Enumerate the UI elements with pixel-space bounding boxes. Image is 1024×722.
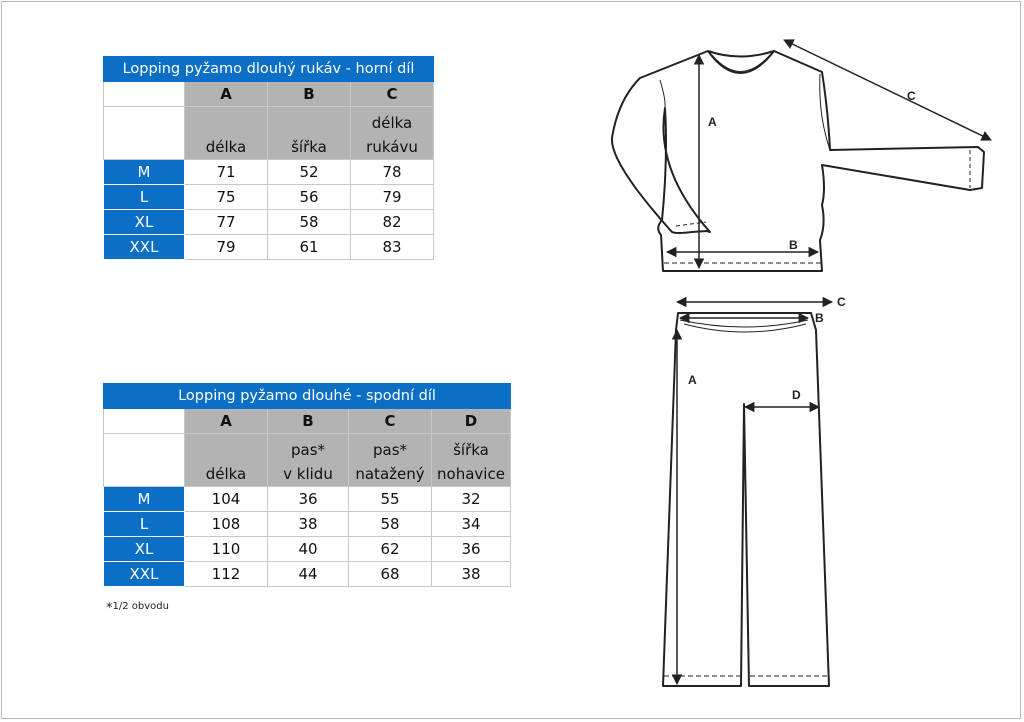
table-cell: 75 <box>185 185 268 210</box>
dimension-c-label: C <box>907 89 916 103</box>
size-label: L <box>104 185 185 210</box>
header-line: pas* <box>372 441 408 459</box>
header-line: délka <box>371 114 413 132</box>
column-letter: A <box>185 409 268 434</box>
header-line: rukávu <box>366 138 418 156</box>
size-label: XL <box>104 210 185 235</box>
column-letter: C <box>349 409 432 434</box>
pants-waistband-gather <box>684 324 806 332</box>
table-cell: 112 <box>185 562 268 587</box>
table-cell: 58 <box>349 512 432 537</box>
table-cell: 44 <box>268 562 349 587</box>
table-cell: 77 <box>185 210 268 235</box>
table-cell: 83 <box>351 235 434 260</box>
table-cell: 78 <box>351 160 434 185</box>
column-letter: C <box>351 82 434 107</box>
table-cell: 32 <box>432 487 511 512</box>
header-line: nohavice <box>437 465 505 483</box>
dimension-a-label: A <box>708 115 717 129</box>
table-cell: 38 <box>268 512 349 537</box>
header-line: pas* <box>290 441 326 459</box>
header-line: šířka <box>453 441 489 459</box>
size-label: L <box>104 512 185 537</box>
shirt-armhole-left <box>660 80 665 108</box>
header-line: délka <box>205 465 247 483</box>
shirt-dimensions <box>667 40 991 268</box>
shirt-diagram <box>612 51 984 271</box>
header-line: v klidu <box>283 465 333 483</box>
table-cell: 68 <box>349 562 432 587</box>
shirt-outline <box>612 51 984 271</box>
dimension-b-label: B <box>789 238 798 252</box>
table-cell: 104 <box>185 487 268 512</box>
table-cell: 79 <box>185 235 268 260</box>
table-cell: 82 <box>351 210 434 235</box>
dimension-c-label: C <box>837 295 846 309</box>
table-cell: 55 <box>349 487 432 512</box>
header-line: natažený <box>355 465 425 483</box>
table-cell: 40 <box>268 537 349 562</box>
header-line: šířka <box>291 138 327 156</box>
table-cell: 108 <box>185 512 268 537</box>
column-letter: B <box>268 409 349 434</box>
table-cell: 36 <box>268 487 349 512</box>
dimension-c-line <box>784 40 991 140</box>
size-label: M <box>104 487 185 512</box>
column-letter: B <box>268 82 351 107</box>
table-cell: 58 <box>268 210 351 235</box>
pants-diagram <box>663 313 829 686</box>
dimension-b-label: B <box>815 311 824 325</box>
table-cell: 110 <box>185 537 268 562</box>
footnote-text: 1/2 obvodu <box>112 601 169 612</box>
size-label: XXL <box>104 562 185 587</box>
table-title: Lopping pyžamo dlouhé - spodní díl <box>104 384 511 409</box>
table-cell: 56 <box>268 185 351 210</box>
footnote-star: * <box>106 601 113 616</box>
column-letter: D <box>432 409 511 434</box>
size-label: XL <box>104 537 185 562</box>
size-label: M <box>104 160 185 185</box>
size-label: XXL <box>104 235 185 260</box>
table-cell: 79 <box>351 185 434 210</box>
pants-dimensions <box>677 302 832 684</box>
table-cell: 34 <box>432 512 511 537</box>
table-cell: 61 <box>268 235 351 260</box>
pants-waistband <box>680 320 808 327</box>
header-line: délka <box>205 138 247 156</box>
table-cell: 62 <box>349 537 432 562</box>
dimension-a-label: A <box>688 373 697 387</box>
dimension-d-label: D <box>792 388 801 402</box>
column-letter: A <box>185 82 268 107</box>
pants-outline <box>663 313 829 686</box>
table-cell: 71 <box>185 160 268 185</box>
table-cell: 52 <box>268 160 351 185</box>
table-cell: 38 <box>432 562 511 587</box>
table-title: Lopping pyžamo dlouhý rukáv - horní díl <box>104 57 434 82</box>
table-cell: 36 <box>432 537 511 562</box>
